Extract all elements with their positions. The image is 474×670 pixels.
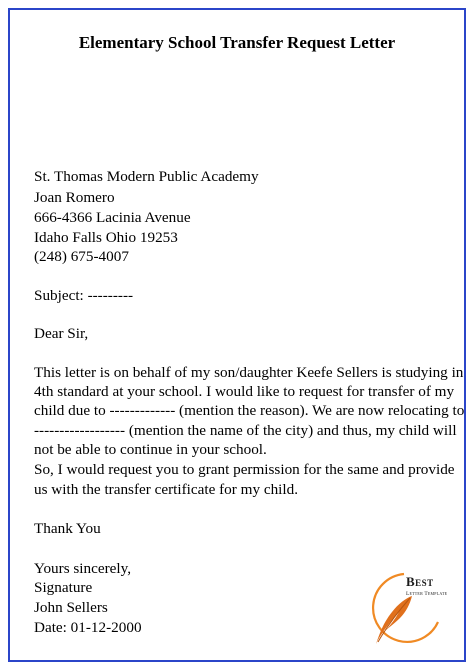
best-letter-template-logo bbox=[366, 566, 458, 648]
logo-word bbox=[406, 574, 434, 590]
body-line: 4th standard at your school. I would like to request for transfer of my bbox=[34, 383, 455, 400]
letter-title: Elementary School Transfer Request Letter bbox=[78, 33, 396, 52]
logo-word-text: Best bbox=[406, 574, 434, 589]
address-phone: (248) 675-4007 bbox=[34, 248, 129, 265]
body-line: So, I would request you to grant permission for the same and provide bbox=[34, 461, 455, 478]
address-street: 666-4366 Lacinia Avenue bbox=[34, 209, 191, 226]
address-name: Joan Romero bbox=[34, 189, 115, 206]
closing-yours-sincerely: Yours sincerely, bbox=[34, 560, 132, 577]
closing-signature: Signature bbox=[34, 579, 93, 596]
body-line: child due to ------------- (mention the reason). We are now relocating to bbox=[34, 402, 465, 419]
logo-tagline-text: Letter Template bbox=[406, 591, 448, 597]
salutation: Dear Sir, bbox=[34, 325, 89, 342]
body-line: ------------------ (mention the name of the city) and thus, my child will bbox=[34, 422, 457, 439]
body-line: not be able to continue in your school. bbox=[34, 441, 267, 458]
closing-name: John Sellers bbox=[34, 599, 108, 616]
logo-tagline bbox=[406, 591, 447, 597]
subject-line: Subject: --------- bbox=[34, 287, 134, 304]
address-school: St. Thomas Modern Public Academy bbox=[34, 168, 259, 185]
body-line: This letter is on behalf of my son/daughter Keefe Sellers is studying in bbox=[34, 364, 464, 381]
body-line: us with the transfer certificate for my child. bbox=[34, 481, 298, 498]
thank-you: Thank You bbox=[34, 520, 101, 537]
address-city: Idaho Falls Ohio 19253 bbox=[34, 229, 178, 246]
closing-date: Date: 01-12-2000 bbox=[34, 619, 142, 636]
